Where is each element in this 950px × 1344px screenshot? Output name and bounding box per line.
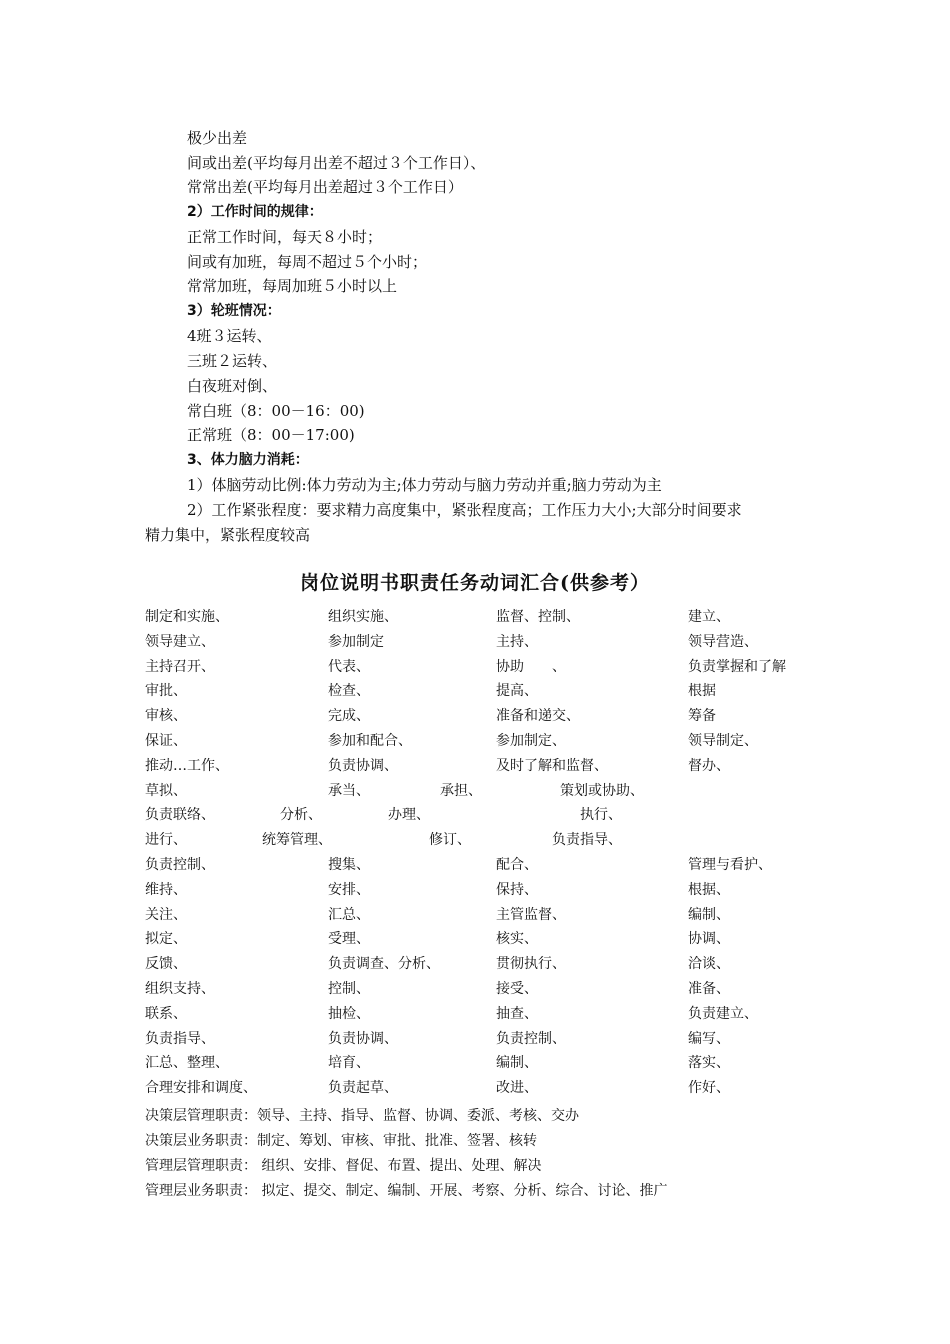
grid-cell: 准备和递交、 bbox=[496, 708, 580, 725]
grid-cell: 贯彻执行、 bbox=[496, 956, 566, 973]
grid-cell: 参加和配合、 bbox=[328, 732, 412, 749]
verb-grid bbox=[145, 607, 825, 1103]
grid-cell: 参加制定 bbox=[328, 633, 384, 650]
grid-cell: 编写、 bbox=[688, 1030, 730, 1047]
grid-cell: 受理、 bbox=[328, 931, 370, 948]
grid-cell: 负责协调、 bbox=[328, 757, 398, 774]
grid-cell: 配合、 bbox=[496, 856, 538, 873]
grid-cell: 负责建立、 bbox=[688, 1005, 758, 1022]
grid-cell: 核实、 bbox=[496, 931, 538, 948]
grid-cell: 负责指导、 bbox=[145, 1030, 215, 1047]
grid-cell: 编制、 bbox=[688, 906, 730, 923]
grid-row bbox=[145, 731, 825, 756]
grid-row bbox=[145, 1078, 825, 1103]
grid-cell: 提高、 bbox=[496, 683, 538, 700]
grid-cell: 汇总、整理、 bbox=[145, 1055, 229, 1072]
grid-cell: 搜集、 bbox=[328, 856, 370, 873]
text-line: 精力集中，紧张程度较高 bbox=[145, 526, 311, 544]
grid-cell: 策划或协助、 bbox=[560, 782, 644, 799]
grid-cell: 负责起草、 bbox=[328, 1080, 398, 1097]
grid-cell: 培育、 bbox=[328, 1055, 370, 1072]
grid-cell: 保证、 bbox=[145, 732, 187, 749]
grid-cell: 反馈、 bbox=[145, 956, 187, 973]
grid-row bbox=[145, 756, 825, 781]
grid-cell: 承担、 bbox=[440, 782, 482, 799]
grid-cell: 汇总、 bbox=[328, 906, 370, 923]
grid-row bbox=[145, 706, 825, 731]
grid-row bbox=[145, 880, 825, 905]
grid-cell: 拟定、 bbox=[145, 931, 187, 948]
grid-cell: 准备、 bbox=[688, 980, 730, 997]
grid-cell: 领导营造、 bbox=[688, 633, 758, 650]
grid-cell: 联系、 bbox=[145, 1005, 187, 1022]
grid-cell: 改进、 bbox=[496, 1080, 538, 1097]
grid-cell: 分析、 bbox=[280, 807, 322, 824]
text-line: 常白班（8：00－16：00) bbox=[187, 402, 365, 420]
grid-row bbox=[145, 1029, 825, 1054]
page-title: 岗位说明书职责任务动词汇合(供参考） bbox=[300, 572, 650, 594]
grid-cell: 洽谈、 bbox=[688, 956, 730, 973]
grid-cell: 制定和实施、 bbox=[145, 609, 229, 625]
grid-cell: 组织支持、 bbox=[145, 980, 215, 997]
text-line: 管理层管理职责： 组织、安排、督促、布置、提出、处理、解决 bbox=[145, 1158, 542, 1174]
grid-cell: 负责掌握和了解 bbox=[688, 658, 786, 675]
grid-cell: 承当、 bbox=[328, 782, 370, 799]
section-heading: 2）工作时间的规律： bbox=[187, 204, 323, 220]
grid-cell: 领导制定、 bbox=[688, 732, 758, 749]
grid-cell: 检查、 bbox=[328, 683, 370, 700]
grid-row bbox=[145, 632, 825, 657]
text-line: 决策层管理职责：领导、主持、指导、监督、协调、委派、考核、交办 bbox=[145, 1108, 579, 1124]
grid-cell: 负责调查、分析、 bbox=[328, 956, 440, 973]
grid-cell: 抽检、 bbox=[328, 1005, 370, 1022]
text-line: 三班２运转、 bbox=[187, 352, 278, 370]
grid-cell: 推动…工作、 bbox=[145, 757, 229, 774]
grid-cell: 筹备 bbox=[688, 708, 716, 725]
grid-row bbox=[145, 830, 825, 855]
text-line: 常常出差(平均每月出差超过３个工作日） bbox=[187, 178, 463, 196]
grid-cell: 审批、 bbox=[145, 683, 187, 700]
text-line: 间或出差(平均每月出差不超过３个工作日）、 bbox=[187, 154, 486, 172]
grid-cell: 根据、 bbox=[688, 881, 730, 898]
grid-cell: 管理与看护、 bbox=[688, 856, 772, 873]
grid-cell: 维持、 bbox=[145, 881, 187, 898]
grid-cell: 合理安排和调度、 bbox=[145, 1080, 257, 1097]
grid-row bbox=[145, 681, 825, 706]
grid-cell: 领导建立、 bbox=[145, 633, 215, 650]
grid-cell: 根据 bbox=[688, 683, 716, 700]
grid-cell: 落实、 bbox=[688, 1055, 730, 1072]
text-line: 正常工作时间，每天８小时； bbox=[187, 228, 383, 246]
grid-cell: 保持、 bbox=[496, 881, 538, 898]
section-heading: 3）轮班情况： bbox=[187, 303, 281, 319]
section-heading: 3、体力脑力消耗： bbox=[187, 452, 309, 468]
grid-cell: 参加制定、 bbox=[496, 732, 566, 749]
grid-cell: 及时了解和监督、 bbox=[496, 757, 608, 774]
grid-cell: 进行、 bbox=[145, 832, 187, 849]
grid-cell: 负责控制、 bbox=[145, 856, 215, 873]
text-line: 2）工作紧张程度：要求精力高度集中，紧张程度高；工作压力大小;大部分时间要求 bbox=[187, 501, 742, 519]
grid-cell: 编制、 bbox=[496, 1055, 538, 1072]
grid-row bbox=[145, 1004, 825, 1029]
grid-cell: 监督、控制、 bbox=[496, 609, 580, 625]
text-line: 常常加班，每周加班５小时以上 bbox=[187, 277, 398, 295]
grid-row bbox=[145, 979, 825, 1004]
grid-cell: 协助 、 bbox=[496, 658, 566, 675]
grid-cell: 修订、 bbox=[429, 832, 471, 849]
grid-cell: 主持召开、 bbox=[145, 658, 215, 675]
grid-cell: 控制、 bbox=[328, 980, 370, 997]
text-line: 白夜班对倒、 bbox=[187, 377, 278, 395]
grid-cell: 负责指导、 bbox=[552, 832, 622, 849]
grid-cell: 统筹管理、 bbox=[262, 832, 332, 849]
grid-row bbox=[145, 929, 825, 954]
grid-cell: 负责控制、 bbox=[496, 1030, 566, 1047]
text-line: 间或有加班，每周不超过５个小时； bbox=[187, 253, 428, 271]
text-line: 决策层业务职责：制定、筹划、审核、审批、批准、签署、核转 bbox=[145, 1133, 537, 1149]
grid-cell: 负责联络、 bbox=[145, 807, 215, 824]
text-line: 管理层业务职责： 拟定、提交、制定、编制、开展、考察、分析、综合、讨论、推广 bbox=[145, 1183, 668, 1199]
grid-cell: 抽查、 bbox=[496, 1005, 538, 1022]
grid-cell: 关注、 bbox=[145, 906, 187, 923]
text-line: 4班３运转、 bbox=[187, 327, 272, 345]
grid-cell: 主持、 bbox=[496, 633, 538, 650]
grid-row bbox=[145, 1053, 825, 1078]
grid-cell: 督办、 bbox=[688, 757, 730, 774]
grid-row bbox=[145, 781, 825, 806]
grid-cell: 草拟、 bbox=[145, 782, 187, 799]
grid-row bbox=[145, 855, 825, 880]
grid-cell: 作好、 bbox=[688, 1080, 730, 1097]
grid-cell: 建立、 bbox=[688, 609, 730, 625]
grid-cell: 办理、 bbox=[388, 807, 430, 824]
text-line: 1）体脑劳动比例:体力劳动为主;体力劳动与脑力劳动并重;脑力劳动为主 bbox=[187, 476, 662, 494]
grid-cell: 代表、 bbox=[328, 658, 370, 675]
grid-row bbox=[145, 954, 825, 979]
grid-cell: 协调、 bbox=[688, 931, 730, 948]
grid-cell: 负责协调、 bbox=[328, 1030, 398, 1047]
grid-row bbox=[145, 905, 825, 930]
grid-cell: 执行、 bbox=[580, 807, 622, 824]
grid-row bbox=[145, 607, 825, 632]
grid-cell: 完成、 bbox=[328, 708, 370, 725]
grid-row bbox=[145, 805, 825, 830]
grid-cell: 安排、 bbox=[328, 881, 370, 898]
grid-cell: 接受、 bbox=[496, 980, 538, 997]
grid-row bbox=[145, 657, 825, 682]
text-line: 正常班（8：00－17:00) bbox=[187, 426, 355, 444]
grid-cell: 审核、 bbox=[145, 708, 187, 725]
text-line: 极少出差 bbox=[187, 129, 248, 147]
grid-cell: 组织实施、 bbox=[328, 609, 398, 625]
grid-cell: 主管监督、 bbox=[496, 906, 566, 923]
